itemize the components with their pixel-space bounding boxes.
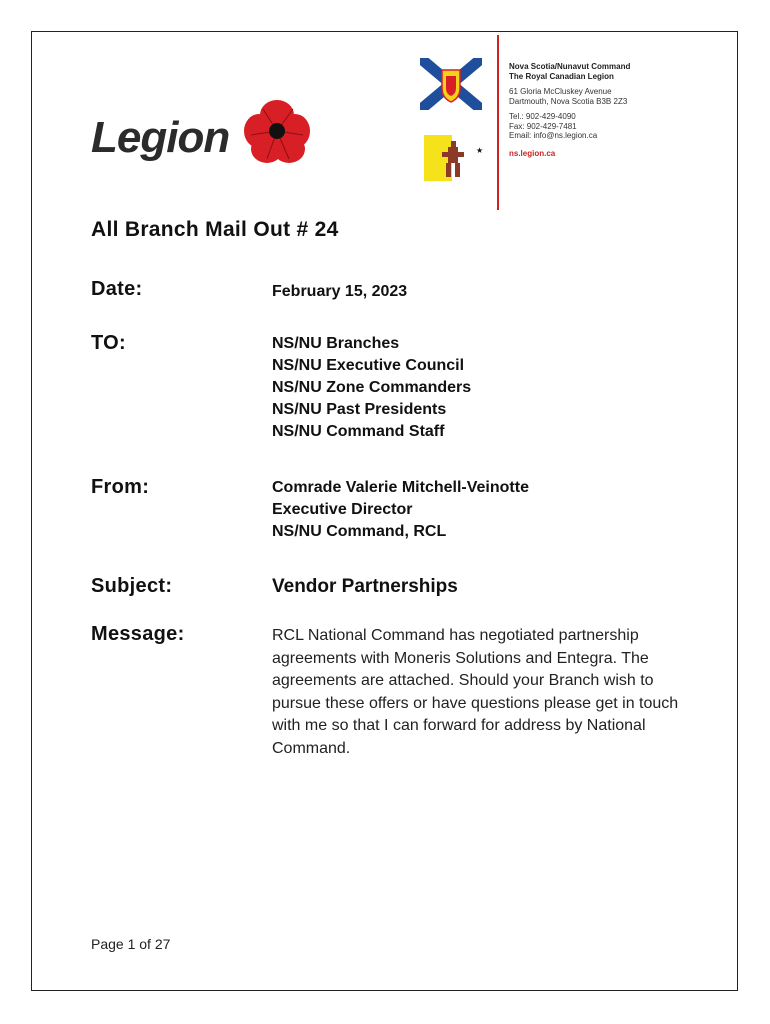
org-subtitle: The Royal Canadian Legion	[509, 71, 614, 81]
date-label: Date:	[91, 278, 143, 300]
nova-scotia-flag-icon	[420, 58, 482, 110]
document-title: All Branch Mail Out # 24	[91, 218, 339, 241]
logo-wordmark: Legion	[91, 113, 230, 162]
sender-title: Executive Director	[272, 501, 413, 518]
star-icon: ★	[476, 146, 484, 155]
website-link[interactable]: ns.legion.ca	[509, 148, 556, 158]
recipient-line: NS/NU Executive Council	[272, 357, 465, 374]
contact-phone: Tel.: 902-429-4090	[509, 112, 576, 121]
sender-name: Comrade Valerie Mitchell-Veinotte	[272, 479, 529, 496]
from-block	[272, 477, 529, 543]
org-name: Nova Scotia/Nunavut Command	[509, 62, 631, 71]
nunavut-flag-icon	[424, 135, 480, 181]
recipient-line: NS/NU Command Staff	[272, 423, 445, 440]
to-label: TO:	[91, 332, 126, 354]
date-value: February 15, 2023	[272, 283, 408, 300]
address-line: Dartmouth, Nova Scotia B3B 2Z3	[509, 96, 628, 106]
message-body: RCL National Command has negotiated partnership agreements with Moneris Solutions and Entegra. The agreements are attached. Should your Branch wish to pursue these offers or have questions please get in touch with me so that I can forward for address by National Command.	[272, 627, 679, 757]
sender-org: NS/NU Command, RCL	[272, 523, 447, 540]
message-label: Message:	[91, 623, 185, 645]
contact-email: Email: info@ns.legion.ca	[509, 131, 598, 140]
from-label: From:	[91, 476, 150, 498]
recipient-line: NS/NU Past Presidents	[272, 401, 447, 418]
poppy-icon	[241, 95, 313, 167]
recipient-line: NS/NU Branches	[272, 335, 400, 352]
legion-logo	[91, 95, 311, 185]
subject-value: Vendor Partnerships	[272, 576, 458, 597]
contact-fax: Fax: 902-429-7481	[509, 121, 577, 131]
letterhead-address-block	[509, 62, 630, 158]
page-indicator: Page 1 of 27	[91, 936, 171, 952]
letterhead-divider	[497, 35, 499, 210]
subject-label: Subject:	[91, 575, 173, 597]
to-recipients	[272, 333, 471, 443]
recipient-line: NS/NU Zone Commanders	[272, 379, 472, 396]
address-line: 61 Gloria McCluskey Avenue	[509, 87, 612, 96]
